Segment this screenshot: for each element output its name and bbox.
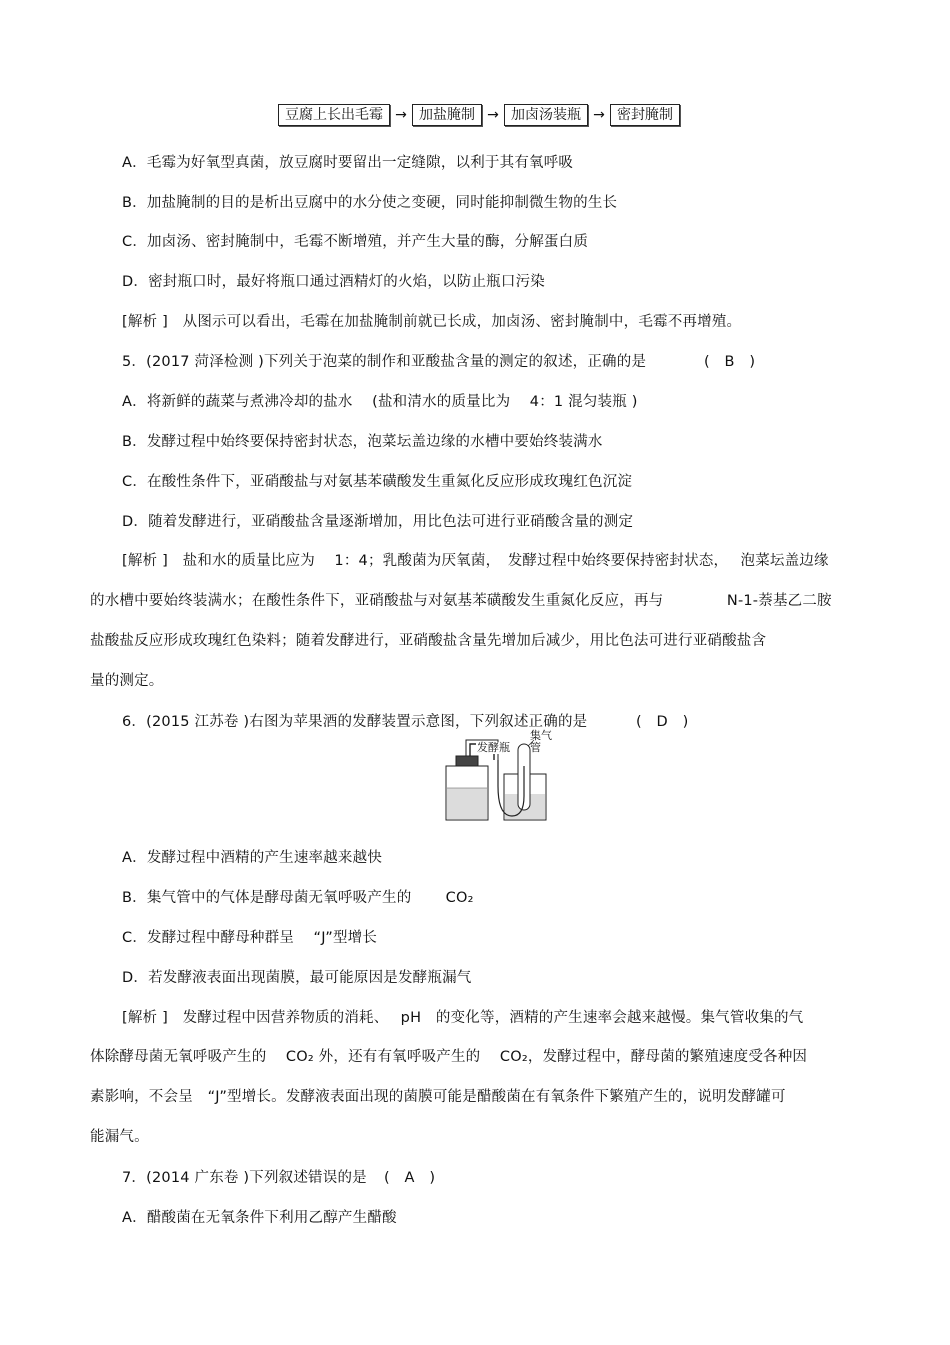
flow-step: 密封腌制 (610, 104, 680, 126)
q6-option-d: D．若发酵液表面出现菌膜，最可能原因是发酵瓶漏气 (122, 970, 472, 986)
q6-answer: ( D ) (636, 714, 689, 730)
q6-option-a: A．发酵过程中酒精的产生速率越来越快 (122, 850, 383, 866)
fermentation-apparatus-figure (442, 729, 552, 828)
q5-analysis-line: [解析 ] 盐和水的质量比应为 1：4；乳酸菌为厌氧菌， 发酵过程中始终要保持密封状态， 泡菜坛盖边缘 (122, 553, 829, 569)
q6-option-b: B．集气管中的气体是酵母菌无氧呼吸产生的 CO₂ (122, 890, 474, 906)
q5-analysis-line: 量的测定。 (90, 673, 164, 689)
q6-stem: 6．(2015 江苏卷 )右图为苹果酒的发酵装置示意图，下列叙述正确的是 (122, 714, 588, 730)
q5-stem: 5．(2017 菏泽检测 )下列关于泡菜的制作和亚酸盐含量的测定的叙述，正确的是 (122, 354, 647, 370)
flow-step: 加盐腌制 (412, 104, 482, 126)
q4-option-d: D．密封瓶口时，最好将瓶口通过酒精灯的火焰，以防止瓶口污染 (122, 274, 545, 290)
bottle-label: 发酵瓶 (477, 741, 510, 754)
q4-analysis: [解析 ] 从图示可以看出，毛霉在加盐腌制前就已长成，加卤汤、密封腌制中，毛霉不再增殖。 (122, 314, 742, 330)
flow-step: 豆腐上长出毛霉 (278, 104, 390, 126)
q7-answer: ( A ) (384, 1170, 436, 1186)
q5-analysis-line: 盐酸盐反应形成玫瑰红色染料；随着发酵进行，亚硝酸盐含量先增加后减少，用比色法可进行亚硝酸盐含 (90, 633, 767, 649)
process-flowchart (278, 104, 680, 126)
flow-arrow-icon: → (487, 107, 499, 123)
q6-analysis-line: [解析 ] 发酵过程中因营养物质的消耗、 pH 的变化等，酒精的产生速率会越来越慢。集气管收集的气 (122, 1010, 804, 1026)
q5-option-b: B．发酵过程中始终要保持密封状态，泡菜坛盖边缘的水槽中要始终装满水 (122, 434, 603, 450)
flow-arrow-icon: → (593, 107, 605, 123)
q4-option-b: B．加盐腌制的目的是析出豆腐中的水分使之变硬，同时能抑制微生物的生长 (122, 195, 618, 211)
q6-option-c: C．发酵过程中酵母种群呈 “J”型增长 (122, 930, 378, 946)
q7-stem: 7．(2014 广东卷 )下列叙述错误的是 (122, 1170, 367, 1186)
q5-option-c: C．在酸性条件下，亚硝酸盐与对氨基苯磺酸发生重氮化反应形成玫瑰红色沉淀 (122, 474, 633, 490)
q6-analysis-line: 体除酵母菌无氧呼吸产生的 CO₂ 外，还有有氧呼吸产生的 CO₂，发酵过程中，酵母菌的繁殖速度受各种因 (90, 1049, 808, 1065)
q5-answer: ( B ) (704, 354, 756, 370)
q4-option-a: A．毛霉为好氧型真菌，放豆腐时要留出一定缝隙，以利于其有氧呼吸 (122, 155, 574, 171)
q5-option-d: D．随着发酵进行，亚硝酸盐含量逐渐增加，用比色法可进行亚硝酸含量的测定 (122, 514, 634, 530)
q6-analysis-line: 能漏气。 (90, 1129, 149, 1145)
q4-option-c: C．加卤汤、密封腌制中，毛霉不断增殖，并产生大量的酶，分解蛋白质 (122, 234, 589, 250)
q6-analysis-line: 素影响，不会呈 “J”型增长。发酵液表面出现的菌膜可能是醋酸菌在有氧条件下繁殖产生的，说明发酵罐可 (90, 1089, 786, 1105)
tube-label: 集气管 (530, 729, 552, 754)
flow-step: 加卤汤装瓶 (504, 104, 588, 126)
flow-arrow-icon: → (395, 107, 407, 123)
q7-option-a: A．醋酸菌在无氧条件下利用乙醇产生醋酸 (122, 1210, 397, 1226)
q5-analysis-line: 的水槽中要始终装满水；在酸性条件下，亚硝酸盐与对氨基苯磺酸发生重氮化反应，再与 N-1-萘基乙二胺 (90, 593, 832, 609)
q5-option-a: A．将新鲜的蔬菜与煮沸冷却的盐水 (盐和清水的质量比为 4：1 混匀装瓶 ) (122, 394, 638, 410)
